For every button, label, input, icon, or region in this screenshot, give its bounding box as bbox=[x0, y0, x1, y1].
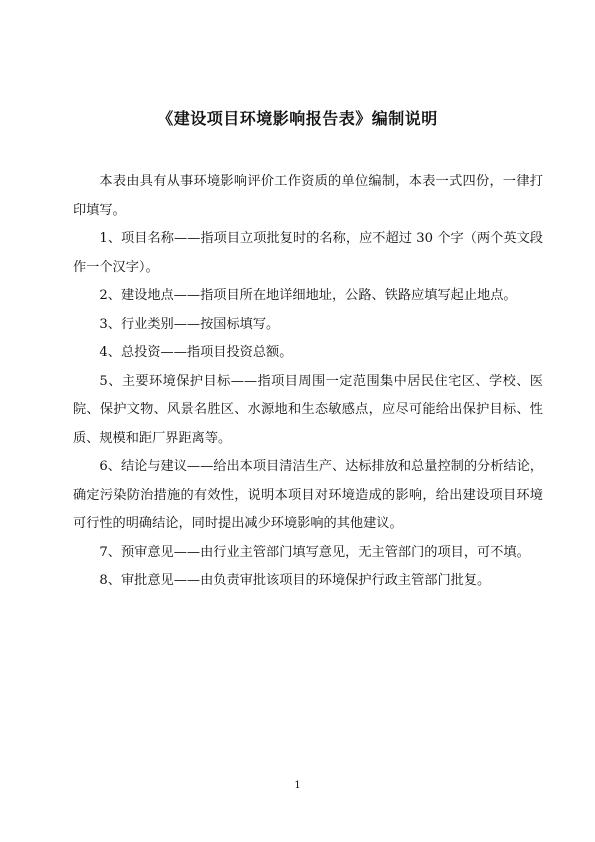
item-total-investment: 4、总投资——指项目投资总额。 bbox=[99, 345, 293, 360]
item-protection-targets: 5、主要环境保护目标——指项目周围一定范围集中居民住宅区、学校、医院、保护文物、风景名胜区、水源地和生态敏感点，应尽可能给出保护目标、性质、规模和距厂界距离等。 bbox=[73, 373, 543, 446]
page-number: 1 bbox=[294, 780, 301, 791]
item-preliminary-review: 7、预审意见——由行业主管部门填写意见，无主管部门的项目，可不填。 bbox=[99, 544, 530, 560]
intro-paragraph: 本表由具有从事环境影响评价工作资质的单位编制，本表一式四份，一律打印填写。 bbox=[73, 174, 543, 218]
item-conclusions: 6、结论与建议——给出本项目清洁生产、达标排放和总量控制的分析结论，确定污染防治措施的有效性，说明本项目对环境造成的影响，给出建设项目环境可行性的明确结论，同时提出减少环境影响的其他建议。 bbox=[73, 459, 543, 531]
instructions-body bbox=[73, 168, 543, 596]
item-construction-site: 2、建设地点——指项目所在地详细地址，公路、铁路应填写起止地点。 bbox=[99, 288, 517, 303]
item-project-name: 1、项目名称——指项目立项批复时的名称，应不超过 30 个字（两个英文段作一个汉字）。 bbox=[73, 231, 543, 275]
item-approval-opinion: 8、审批意见——由负责审批该项目的环境保护行政主管部门批复。 bbox=[99, 573, 491, 588]
item-industry-category: 3、行业类别——按国标填写。 bbox=[99, 316, 280, 332]
page-title: 《建设项目环境影响报告表》编制说明 bbox=[157, 109, 438, 128]
